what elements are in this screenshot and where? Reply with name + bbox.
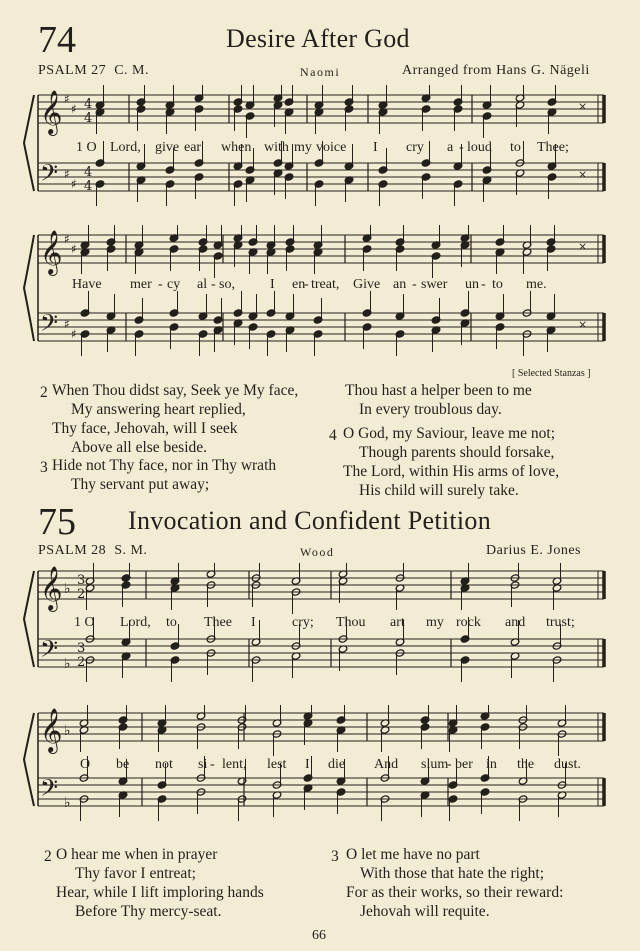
verse-line: The Lord, within His arms of love,	[343, 463, 560, 480]
psalm-reference	[38, 543, 147, 559]
lyric-syllable: Give	[353, 277, 381, 292]
treble-clef-icon: 𝄞	[40, 708, 63, 752]
lyric-syllable: -	[158, 277, 163, 292]
psalm-reference	[38, 63, 149, 79]
page-number: 66	[312, 928, 326, 943]
verse-number: 2	[44, 848, 52, 865]
verse-line: Thou hast a helper been to me	[345, 382, 532, 399]
psalm-label: PSALM 27	[38, 63, 107, 78]
lyric-syllable: the	[517, 757, 535, 772]
lyric-syllable: cry;	[292, 615, 314, 630]
lyric-syllable: Thee;	[537, 140, 569, 155]
lyrics-line	[0, 615, 640, 633]
time-signature-top: 4	[84, 97, 93, 112]
lyric-syllable: -	[412, 277, 417, 292]
flat-icon: ♭	[64, 795, 71, 811]
lyric-syllable: give	[155, 140, 180, 155]
lyric-syllable: die	[328, 757, 346, 772]
flat-icon: ♭	[64, 656, 71, 672]
lyric-syllable: and	[505, 615, 526, 630]
rest-icon: ×	[578, 100, 588, 113]
lyric-syllable: -	[459, 140, 464, 155]
verse-line: Thy face, Jehovah, will I seek	[52, 420, 238, 437]
rest-icon: ×	[578, 168, 588, 181]
lyric-syllable: -	[211, 277, 216, 292]
lyric-syllable: Thou	[336, 615, 366, 630]
time-signature-bottom: 4	[84, 111, 93, 126]
lyric-syllable: treat,	[311, 277, 340, 292]
lyric-syllable: 1 O	[76, 140, 97, 155]
lyric-syllable: Have	[72, 277, 102, 292]
time-signature-bottom: 2	[77, 655, 86, 670]
lyrics-line	[0, 140, 640, 158]
tune-name: Naomi	[300, 65, 341, 79]
sharp-icon: ♯	[71, 177, 77, 191]
treble-clef-icon: 𝄞	[40, 566, 63, 610]
lyric-syllable: -	[481, 277, 486, 292]
lyric-syllable: to	[510, 140, 521, 155]
sharp-icon: ♯	[71, 102, 77, 116]
lyric-syllable: I	[305, 757, 310, 772]
hymn-title: Desire After God	[226, 24, 410, 53]
lyric-syllable: dust.	[554, 757, 581, 772]
lyric-syllable: voice	[316, 140, 347, 155]
bass-clef-icon: 𝄢	[40, 774, 59, 807]
lyric-syllable: lest	[267, 757, 287, 772]
lyric-syllable: Lord,	[110, 140, 141, 155]
lyric-syllable: And	[374, 757, 399, 772]
bass-clef-icon: 𝄢	[40, 159, 59, 192]
lyric-syllable: -	[447, 757, 452, 772]
hymn-number: 75	[38, 501, 76, 543]
verse-line: When Thou didst say, Seek ye My face,	[52, 382, 299, 399]
lyric-syllable: I	[270, 277, 275, 292]
time-signature-bottom: 2	[77, 587, 86, 602]
flat-icon: ♭	[64, 581, 71, 597]
verse-number: 4	[329, 427, 337, 444]
verse-number: 3	[40, 459, 48, 476]
verse-number: 3	[331, 848, 339, 865]
rest-icon: ×	[578, 240, 588, 253]
lyric-syllable: 1 O	[74, 615, 95, 630]
lyric-syllable: Lord,	[120, 615, 151, 630]
meter-label: C. M.	[114, 63, 149, 78]
lyrics-line	[0, 757, 640, 775]
bass-clef-icon: 𝄢	[40, 635, 59, 668]
lyric-syllable: an	[393, 277, 407, 292]
tune-name: Wood	[300, 545, 335, 559]
hymn-number: 74	[38, 19, 76, 61]
lyric-syllable: so,	[219, 277, 235, 292]
lyric-syllable: mer	[130, 277, 152, 292]
verse-line: With those that hate the right;	[360, 865, 545, 882]
verse-line: My answering heart replied,	[71, 401, 246, 418]
lyric-syllable: swer	[421, 277, 448, 292]
lyric-syllable: al	[197, 277, 208, 292]
sharp-icon: ♯	[71, 242, 77, 256]
lyric-syllable: I	[251, 615, 256, 630]
verse-line: O let me have no part	[346, 846, 480, 863]
sharp-icon: ♯	[64, 317, 70, 331]
lyric-syllable: ber	[455, 757, 473, 772]
composer-credit: Arranged from Hans G. Nägeli	[402, 63, 590, 78]
verse-line: For as their works, so their reward:	[346, 884, 564, 901]
lyric-syllable: cy	[167, 277, 181, 292]
lyric-syllable: a	[447, 140, 454, 155]
lyric-syllable: in	[486, 757, 497, 772]
lyric-syllable: be	[116, 757, 130, 772]
composer-credit: Darius E. Jones	[486, 543, 581, 558]
verse-line: Hear, while I lift imploring hands	[56, 884, 264, 901]
music-system	[0, 225, 640, 370]
verse-line: Jehovah will requite.	[360, 903, 490, 920]
lyric-syllable: trust;	[546, 615, 575, 630]
time-signature-top: 4	[84, 165, 93, 180]
lyric-syllable: un	[465, 277, 479, 292]
lyric-syllable: si	[198, 757, 208, 772]
verse-line: Thy servant put away;	[71, 476, 210, 493]
lyric-syllable: -	[210, 757, 215, 772]
verse-line: In every troublous day.	[359, 401, 502, 418]
lyric-syllable: -	[304, 277, 309, 292]
lyric-syllable: Thee	[204, 615, 232, 630]
lyric-syllable: ear	[184, 140, 202, 155]
verse-line: O God, my Saviour, leave me not;	[343, 425, 556, 442]
verse-line: His child will surely take.	[359, 482, 519, 499]
lyric-syllable: not	[155, 757, 173, 772]
lyrics-line	[0, 277, 640, 295]
sharp-icon: ♯	[64, 232, 70, 246]
lyric-syllable: rock	[456, 615, 481, 630]
lyric-syllable: O	[80, 757, 91, 772]
verse-line: Before Thy mercy-seat.	[75, 903, 222, 920]
lyric-syllable: art	[390, 615, 405, 630]
selected-stanzas-note: [ Selected Stanzas ]	[512, 368, 591, 379]
time-signature-top: 3	[77, 641, 86, 656]
sharp-icon: ♯	[64, 92, 70, 106]
bass-clef-icon: 𝄢	[40, 309, 59, 342]
music-system	[0, 563, 640, 703]
time-signature-top: 3	[77, 573, 86, 588]
verse-line: Thy favor I entreat;	[75, 865, 196, 882]
rest-icon: ×	[578, 318, 588, 331]
lyric-syllable: lent,	[222, 757, 247, 772]
verse-number: 2	[40, 384, 48, 401]
flat-icon: ♭	[64, 723, 71, 739]
lyric-syllable: slum	[421, 757, 449, 772]
lyric-syllable: my	[426, 615, 444, 630]
meter-label: S. M.	[114, 543, 148, 558]
sharp-icon: ♯	[71, 327, 77, 341]
hymn-title: Invocation and Confident Petition	[128, 506, 492, 535]
lyric-syllable: en	[292, 277, 306, 292]
lyric-syllable: my	[294, 140, 312, 155]
lyric-syllable: cry	[406, 140, 424, 155]
verse-line: Hide not Thy face, nor in Thy wrath	[52, 457, 277, 474]
treble-clef-icon: 𝄞	[40, 90, 63, 134]
lyric-syllable: loud	[467, 140, 492, 155]
verse-line: Above all else beside.	[71, 439, 208, 456]
lyric-syllable: to	[492, 277, 503, 292]
treble-clef-icon: 𝄞	[40, 230, 63, 274]
psalm-label: PSALM 28	[38, 543, 107, 558]
lyric-syllable: when	[221, 140, 252, 155]
lyric-syllable: with	[264, 140, 289, 155]
sharp-icon: ♯	[64, 167, 70, 181]
lyric-syllable: to	[166, 615, 177, 630]
verse-line: Though parents should forsake,	[359, 444, 555, 461]
time-signature-bottom: 4	[84, 179, 93, 194]
lyric-syllable: I	[373, 140, 378, 155]
verse-line: O hear me when in prayer	[56, 846, 218, 863]
lyric-syllable: me.	[526, 277, 547, 292]
